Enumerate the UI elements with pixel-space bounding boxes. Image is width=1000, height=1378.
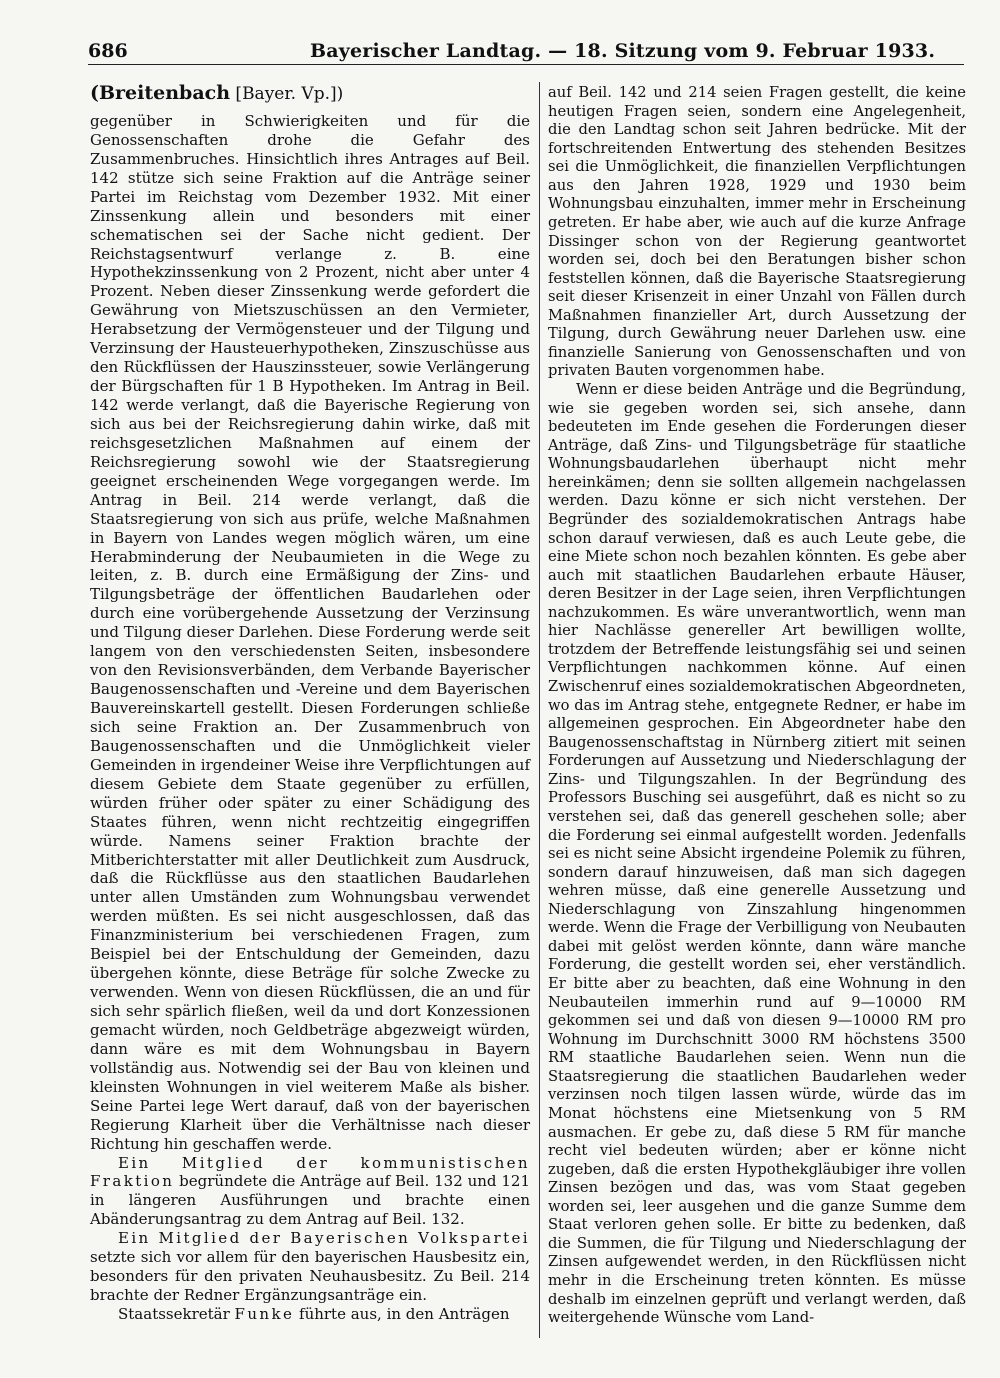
left-column <box>90 84 530 1324</box>
page-header <box>88 38 960 64</box>
column-divider <box>539 82 540 1338</box>
paragraph: auf Beil. 142 und 214 seien Fragen gestellt, die keine heutigen Fragen seien, sondern eine Angelegenheit, die den Landtag schon seit Jahren bedrücke. Mit der fortschreitenden Entwertung des stehenden Besitzes sei die Unmöglichkeit, die finanziellen Verpflichtungen aus den Jahren 1928, 1929 und 1930 beim Wohnungsbau einzuhalten, immer mehr in Erscheinung getreten. Er habe aber, wie auch auf die kurze Anfrage Dissinger schon von der Regierung geantwortet worden sei, doch bei den Beratungen bisher schon feststellen können, daß die Bayerische Staatsregierung seit dieser Krisenzeit in einer Unzahl von Fällen durch Maßnahmen finanzieller Art, durch Aussetzung der Tilgung, durch Gewährung neuer Darlehen usw. eine finanzielle Sanierung von Genossenschaften und von privaten Bauten vorgenommen habe. <box>548 84 966 380</box>
header-rule <box>88 64 964 65</box>
spaced-phrase: Funke <box>234 1305 295 1323</box>
paragraph: gegenüber in Schwierigkeiten und für die Genossenschaften drohe die Gefahr des Zusammenbruches. Hinsichtlich ihres Antrages auf Beil. 142 stütze sich seine Fraktion auf die Anträge seiner Partei im Reichstag vom Dezember 1932. Mit einer Zinssenkung allein und besonders mit einer schematischen sei der Sache nicht gedient. Der Reichstagsentwurf verlange z. B. eine Hypothekzinssenkung von 2 Prozent, nicht aber unter 4 Prozent. Neben dieser Zinssenkung werde gefordert die Gewährung von Mietszuschüssen an den Vermieter, Herabsetzung der Vermögensteuer und der Tilgung und Verzinsung der Hausteuerhypotheken, Zinszuschüsse aus den Rückflüssen der Hauszinssteuer, sowie Verlängerung der Bürgschaften für 1 B Hypotheken. Im Antrag in Beil. 142 werde verlangt, daß die Bayerische Regierung von sich aus bei der Reichsregierung dahin wirke, daß mit reichsgesetzlichen Maßnahmen auf einem der Reichsregierung sowohl wie der Staatsregierung geeignet erscheinenden Wege vorgegangen werde. Im Antrag in Beil. 214 werde verlangt, daß die Staatsregierung von sich aus prüfe, welche Maßnahmen in Bayern von Landes wegen möglich wären, um eine Herabminderung der Neubaumieten in die Wege zu leiten, z. B. durch eine Ermäßigung der Zins- und Tilgungsbeträge der öffentlichen Baudarlehen oder durch eine vorübergehende Aussetzung der Verzinsung und Tilgung dieser Darlehen. Diese Forderung werde seit langem von den verschiedensten Seiten, insbesondere von den Revisionsverbänden, dem Verbande Bayerischer Baugenossenschaften und -Vereine und dem Bayerischen Bauvereinskartell gestellt. Diesen Forderungen schließe sich seine Fraktion an. Der Zusammenbruch von Baugenossenschaften und die Unmöglichkeit vieler Gemeinden in irgendeiner Weise ihre Verpflichtungen auf diesem Gebiete dem Staate gegenüber zu erfüllen, würden früher oder später zu einer Schädigung des Staates führen, wenn nicht rechtzeitig eingegriffen würde. Namens seiner Fraktion brachte der Mitberichterstatter mit aller Deutlichkeit zum Ausdruck, daß die Rückflüsse aus den staatlichen Baudarlehen unter allen Umständen zum Wohnungsbau verwendet werden müßten. Es sei nicht ausgeschlossen, daß das Finanzministerium bei verschiedenen Fragen, zum Beispiel bei der Entschuldung der Gemeinden, dazu übergehen könnte, diese Beträge für solche Zwecke zu verwenden. Wenn von diesen Rückflüssen, die an und für sich sehr spärlich fließen, weil da und dort Konzessionen gemacht würden, noch Geldbeträge abgezweigt würden, dann wäre es mit dem Wohnungsbau in Bayern vollständig aus. Notwendig sei der Bau von kleinen und kleinsten Wohnungen in viel weiterem Maße als bisher. Seine Partei lege Wert darauf, daß von der bayerischen Regierung Klarheit über die Verhältnisse nach dieser Richtung hin geschaffen werde. <box>90 111 530 1153</box>
paragraph-text: setzte sich vor allem für den bayerischen Hausbesitz ein, besonders für den privaten Neuhausbesitz. Zu Beil. 214 brachte der Redner Ergänzungsanträge ein. <box>90 1248 530 1305</box>
speaker-party: [Bayer. Vp.]) <box>230 84 344 104</box>
spaced-phrase: Ein Mitglied der Bayerischen Volkspartei <box>118 1229 530 1248</box>
paragraph-text: begründete die Anträge auf Beil. 132 und 121 in längeren Ausführungen und brachte einen Abänderungsantrag zu dem Antrag auf Beil. 132. <box>90 1172 530 1229</box>
right-column <box>548 84 966 1328</box>
paragraph <box>90 1229 530 1305</box>
paragraph: Wenn er diese beiden Anträge und die Begründung, wie sie gegeben worden sei, sich ansehe, dann bedeuteten im Ende gesehen die Forderungen dieser Anträge, daß Zins- und Tilgungsbeträge für staatliche Wohnungsbaudarlehen überhaupt nicht mehr hereinkämen; denn sie sollten allgemein nachgelassen werden. Dazu könne er sich nicht verstehen. Der Begründer des sozialdemokratischen Antrags habe schon darauf verwiesen, daß es auch Leute gebe, die eine Miete schon noch bezahlen könnten. Es gebe aber auch mit staatlichen Baudarlehen erbaute Häuser, deren Besitzer in der Lage seien, ihren Verpflichtungen nachzukommen. Es wäre unverantwortlich, wenn man hier Nachlässe genereller Art bewilligen wollte, trotzdem der Betreffende leistungsfähig sei und seinen Verpflichtungen nachkommen könne. Auf einen Zwischenruf eines sozialdemokratischen Abgeordneten, wo das im Antrag stehe, entgegnete Redner, er habe im allgemeinen gesprochen. Ein Abgeordneter habe den Baugenossenschaftstag in Nürnberg zitiert mit seinen Forderungen auf Aussetzung und Niederschlagung der Zins- und Tilgungszahlen. In der Begründung des Professors Busching sei ausgeführt, daß es nicht so zu verstehen sei, daß das generell geschehen solle; aber die Forderung sei einmal aufgestellt worden. Jedenfalls sei es nicht seine Absicht irgendeine Polemik zu führen, sondern darauf hinzuweisen, daß man sich dagegen wehren müsse, daß eine generelle Aussetzung und Niederschlagung von Zinszahlung hingenommen werde. Wenn die Frage der Verbilligung von Neubauten dabei mit gelöst werden könnte, dann wäre manche Forderung, die gestellt worden sei, eher verständlich. Er bitte aber zu beachten, daß eine Wohnung in den Neubauteilen immerhin rund auf 9—10000 RM gekommen sei und daß von diesen 9—10000 RM pro Wohnung im Durchschnitt 3000 RM höchstens 3500 RM staatliche Baudarlehen seien. Wenn nun die Staatsregierung die staatlichen Baudarlehen weder verzinsen noch tilgen lassen würde, würde das im Monat höchstens eine Mietsenkung von 5 RM ausmachen. Er gebe zu, daß diese 5 RM für manche recht viel bedeuten würden; aber er könne nicht zugeben, daß die ersten Hypothekgläubiger ihre vollen Zinsen bezögen und das, was vom Staat gegeben worden sei, leer ausgehen und die ganze Summe dem Staat verloren gehen solle. Er bitte zu bedenken, daß die Summen, die für Tilgung und Niederschlagung der Zinsen aufgewendet werden, in den Rückflüssen nicht mehr in die Erscheinung treten könnten. Es müsse deshalb im einzelnen geprüft und verlangt werden, daß weitergehende Wünsche vom Land- <box>548 381 966 1327</box>
paragraph-text: Staatssekretär <box>118 1305 235 1323</box>
paragraph <box>90 1305 530 1324</box>
page-number: 686 <box>88 40 128 62</box>
speaker-heading <box>90 84 530 104</box>
paragraph-text: führte aus, in den Anträgen <box>294 1305 510 1323</box>
spaced-phrase: Ein Mitglied der kommunistischen Fraktion <box>90 1153 530 1191</box>
paragraph <box>90 1154 530 1230</box>
running-head: Bayerischer Landtag. — 18. Sitzung vom 9. Februar 1933. <box>310 40 936 62</box>
speaker-name: (Breitenbach <box>90 82 231 104</box>
